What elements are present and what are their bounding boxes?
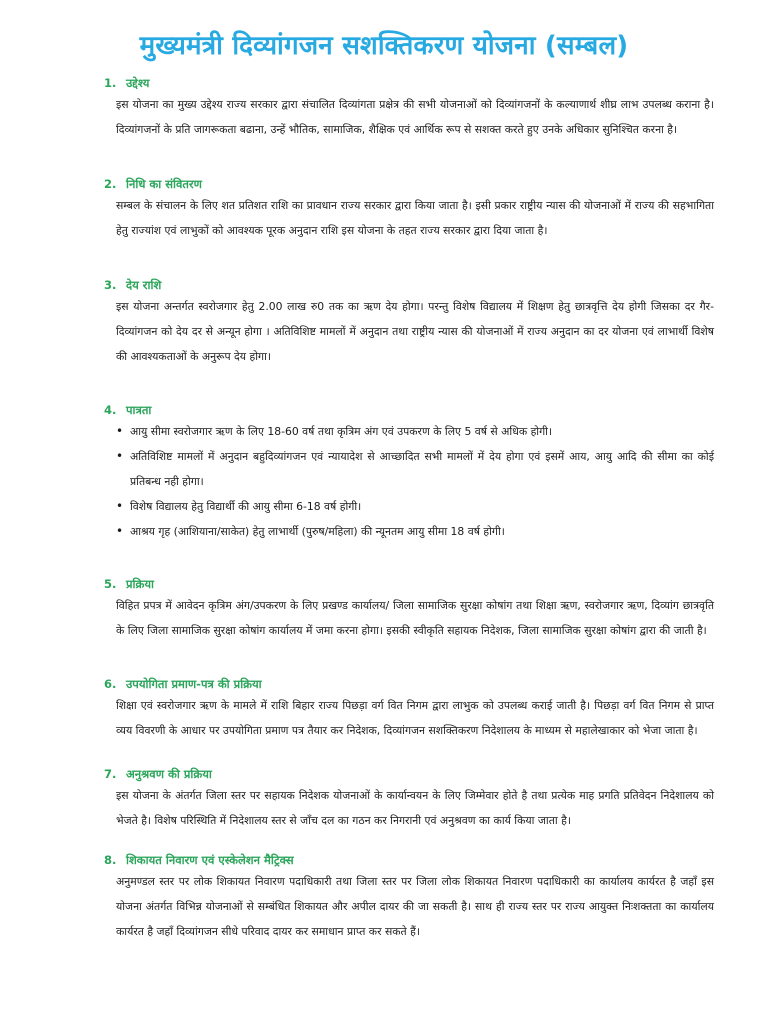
section-text: अनुमण्डल स्तर पर लोक शिकायत निवारण पदाधिकारी तथा जिला स्तर पर जिला लोक शिकायत निवारण पदाधिकारी का कार्यालय कार्यरत है जहाँ इस योजना अंतर्गत विभिन्न योजनाओं से सम्बंधित शिकायत और अपील दायर की जा सकती है। साथ ही राज्य स्तर पर राज्य आयुक्त निःशक्तता का कार्यालय कार्यरत है जहाँ दिव्यांगजन सीधे परिवाद दायर कर समाधान प्राप्त कर सकते हैं। (116, 875, 714, 938)
section-heading (104, 175, 714, 193)
section-number: 6. (104, 677, 117, 691)
section-fund-disbursement (104, 175, 714, 243)
list-item: • विशेष विद्यालय हेतु विद्यार्थी की आयु सीमा 6-18 वर्ष होगी। (116, 494, 714, 519)
section-number: 7. (104, 767, 117, 781)
section-process (104, 575, 714, 643)
section-number: 2. (104, 177, 117, 191)
section-title: देय राशि (126, 278, 162, 292)
section-title: अनुश्रवण की प्रक्रिया (126, 767, 212, 781)
section-heading (104, 851, 714, 869)
section-payable-amount (104, 276, 714, 369)
section-number: 3. (104, 278, 117, 292)
section-number: 8. (104, 853, 117, 867)
section-text: सम्बल के संचालन के लिए शत प्रतिशत राशि का प्रावधान राज्य सरकार द्वारा किया जाता है। इसी प्रकार राष्ट्रीय न्यास की योजनाओं में राज्य की सहभागिता हेतु राज्यांश एवं लाभुकों को आवश्यक पूरक अनुदान राशि इस योजना के तहत राज्य सरकार द्वारा दिया जाता है। (116, 199, 714, 237)
section-grievance-redressal (104, 851, 714, 944)
list-item: • आयु सीमा स्वरोजगार ऋण के लिए 18-60 वर्ष तथा कृत्रिम अंग एवं उपकरण के लिए 5 वर्ष से अधिक होगी। (116, 419, 714, 444)
section-heading (104, 276, 714, 294)
section-heading (104, 401, 714, 419)
section-text: शिक्षा एवं स्वरोजगार ऋण के मामले में राशि बिहार राज्य पिछड़ा वर्ग वित निगम द्वारा लाभुक को उपलब्ध कराई जाती है। पिछड़ा वर्ग वित निगम से प्राप्त व्यय विवरणी के आधार पर उपयोगिता प्रमाण पत्र तैयार कर निदेशक, दिव्यांगजन सशक्तिकरण निदेशालय के माध्यम से महालेखाकार को भेजा जाता है। (116, 699, 714, 737)
section-number: 4. (104, 403, 117, 417)
section-number: 5. (104, 577, 117, 591)
section-utilization-certificate (104, 675, 714, 743)
list-item: • अतिविशिष्ट मामलों में अनुदान बहुदिव्यांगजन एवं न्यायादेश से आच्छादित सभी मामलों में देय होगा एवं इसमें आय, आयु आदि की सीमा का कोई प्रतिबन्ध नही होगा। (116, 444, 714, 494)
section-monitoring (104, 765, 714, 833)
list-item: • आश्रय गृह (आशियाना/साकेत) हेतु लाभार्थी (पुरुष/महिला) की न्यूनतम आयु सीमा 18 वर्ष होगी। (116, 519, 714, 544)
section-heading (104, 675, 714, 693)
section-text: इस योजना का मुख्य उद्देश्य राज्य सरकार द्वारा संचालित दिव्यांगता प्रक्षेत्र की सभी योजनाओं को दिव्यांगजनों के कल्याणार्थ शीघ्र लाभ उपलब्ध कराना है। दिव्यांगजनों के प्रति जागरूकता बढाना, उन्हें भौतिक, सामाजिक, शैक्षिक एवं आर्थिक रूप से सशक्त करते हुए उनके अधिकार सुनिश्चित करना है। (116, 98, 714, 136)
section-number: 1. (104, 76, 117, 90)
section-eligibility (104, 401, 714, 544)
section-text: इस योजना के अंतर्गत जिला स्तर पर सहायक निदेशक योजनाओं के कार्यान्वयन के लिए जिम्मेवार होते है तथा प्रत्येक माह प्रगति प्रतिवेदन निदेशालय को भेजते है। विशेष परिस्थिति में निदेशालय स्तर से जाँच दल का गठन कर निगरानी एवं अनुश्रवण का कार्य किया जाता है। (116, 789, 714, 827)
section-heading (104, 765, 714, 783)
section-title: शिकायत निवारण एवं एस्केलेशन मैट्रिक्स (126, 853, 294, 867)
section-title: पात्रता (126, 403, 152, 417)
section-title: प्रक्रिया (126, 577, 155, 591)
section-title: उपयोगिता प्रमाण-पत्र की प्रक्रिया (126, 677, 262, 691)
eligibility-list (104, 419, 714, 544)
section-objective (104, 74, 714, 142)
section-text: इस योजना अन्तर्गत स्वरोजगार हेतु 2.00 लाख रु0 तक का ऋण देय होगा। परन्तु विशेष विद्यालय में शिक्षण हेतु छात्रवृत्ति देय होगी जिसका दर गैर-दिव्यांगजन को देय दर से अन्यून होगा । अतिविशिष्ट मामलों में अनुदान तथा राष्ट्रीय न्यास की योजनाओं में राज्य अनुदान का दर योजना एवं लाभार्थी विशेष की आवश्यकताओं के अनुरूप देय होगा। (116, 300, 714, 363)
section-text: विहित प्रपत्र में आवेदन कृत्रिम अंग/उपकरण के लिए प्रखण्ड कार्यालय/ जिला सामाजिक सुरक्षा कोषांग तथा शिक्षा ऋण, स्वरोजगार ऋण, दिव्यांग छात्रवृति के लिए जिला सामाजिक सुरक्षा कोषांग कार्यालय में जमा करना होगा। इसकी स्वीकृति सहायक निदेशक, जिला सामाजिक सुरक्षा कोषांग द्वारा की जाती है। (116, 599, 714, 637)
section-title: उद्देश्य (126, 76, 150, 90)
section-heading (104, 74, 714, 92)
section-title: निधि का संवितरण (126, 177, 202, 191)
section-heading (104, 575, 714, 593)
page-title: मुख्यमंत्री दिव्यांगजन सशक्तिकरण योजना (सम्बल) (139, 31, 629, 61)
